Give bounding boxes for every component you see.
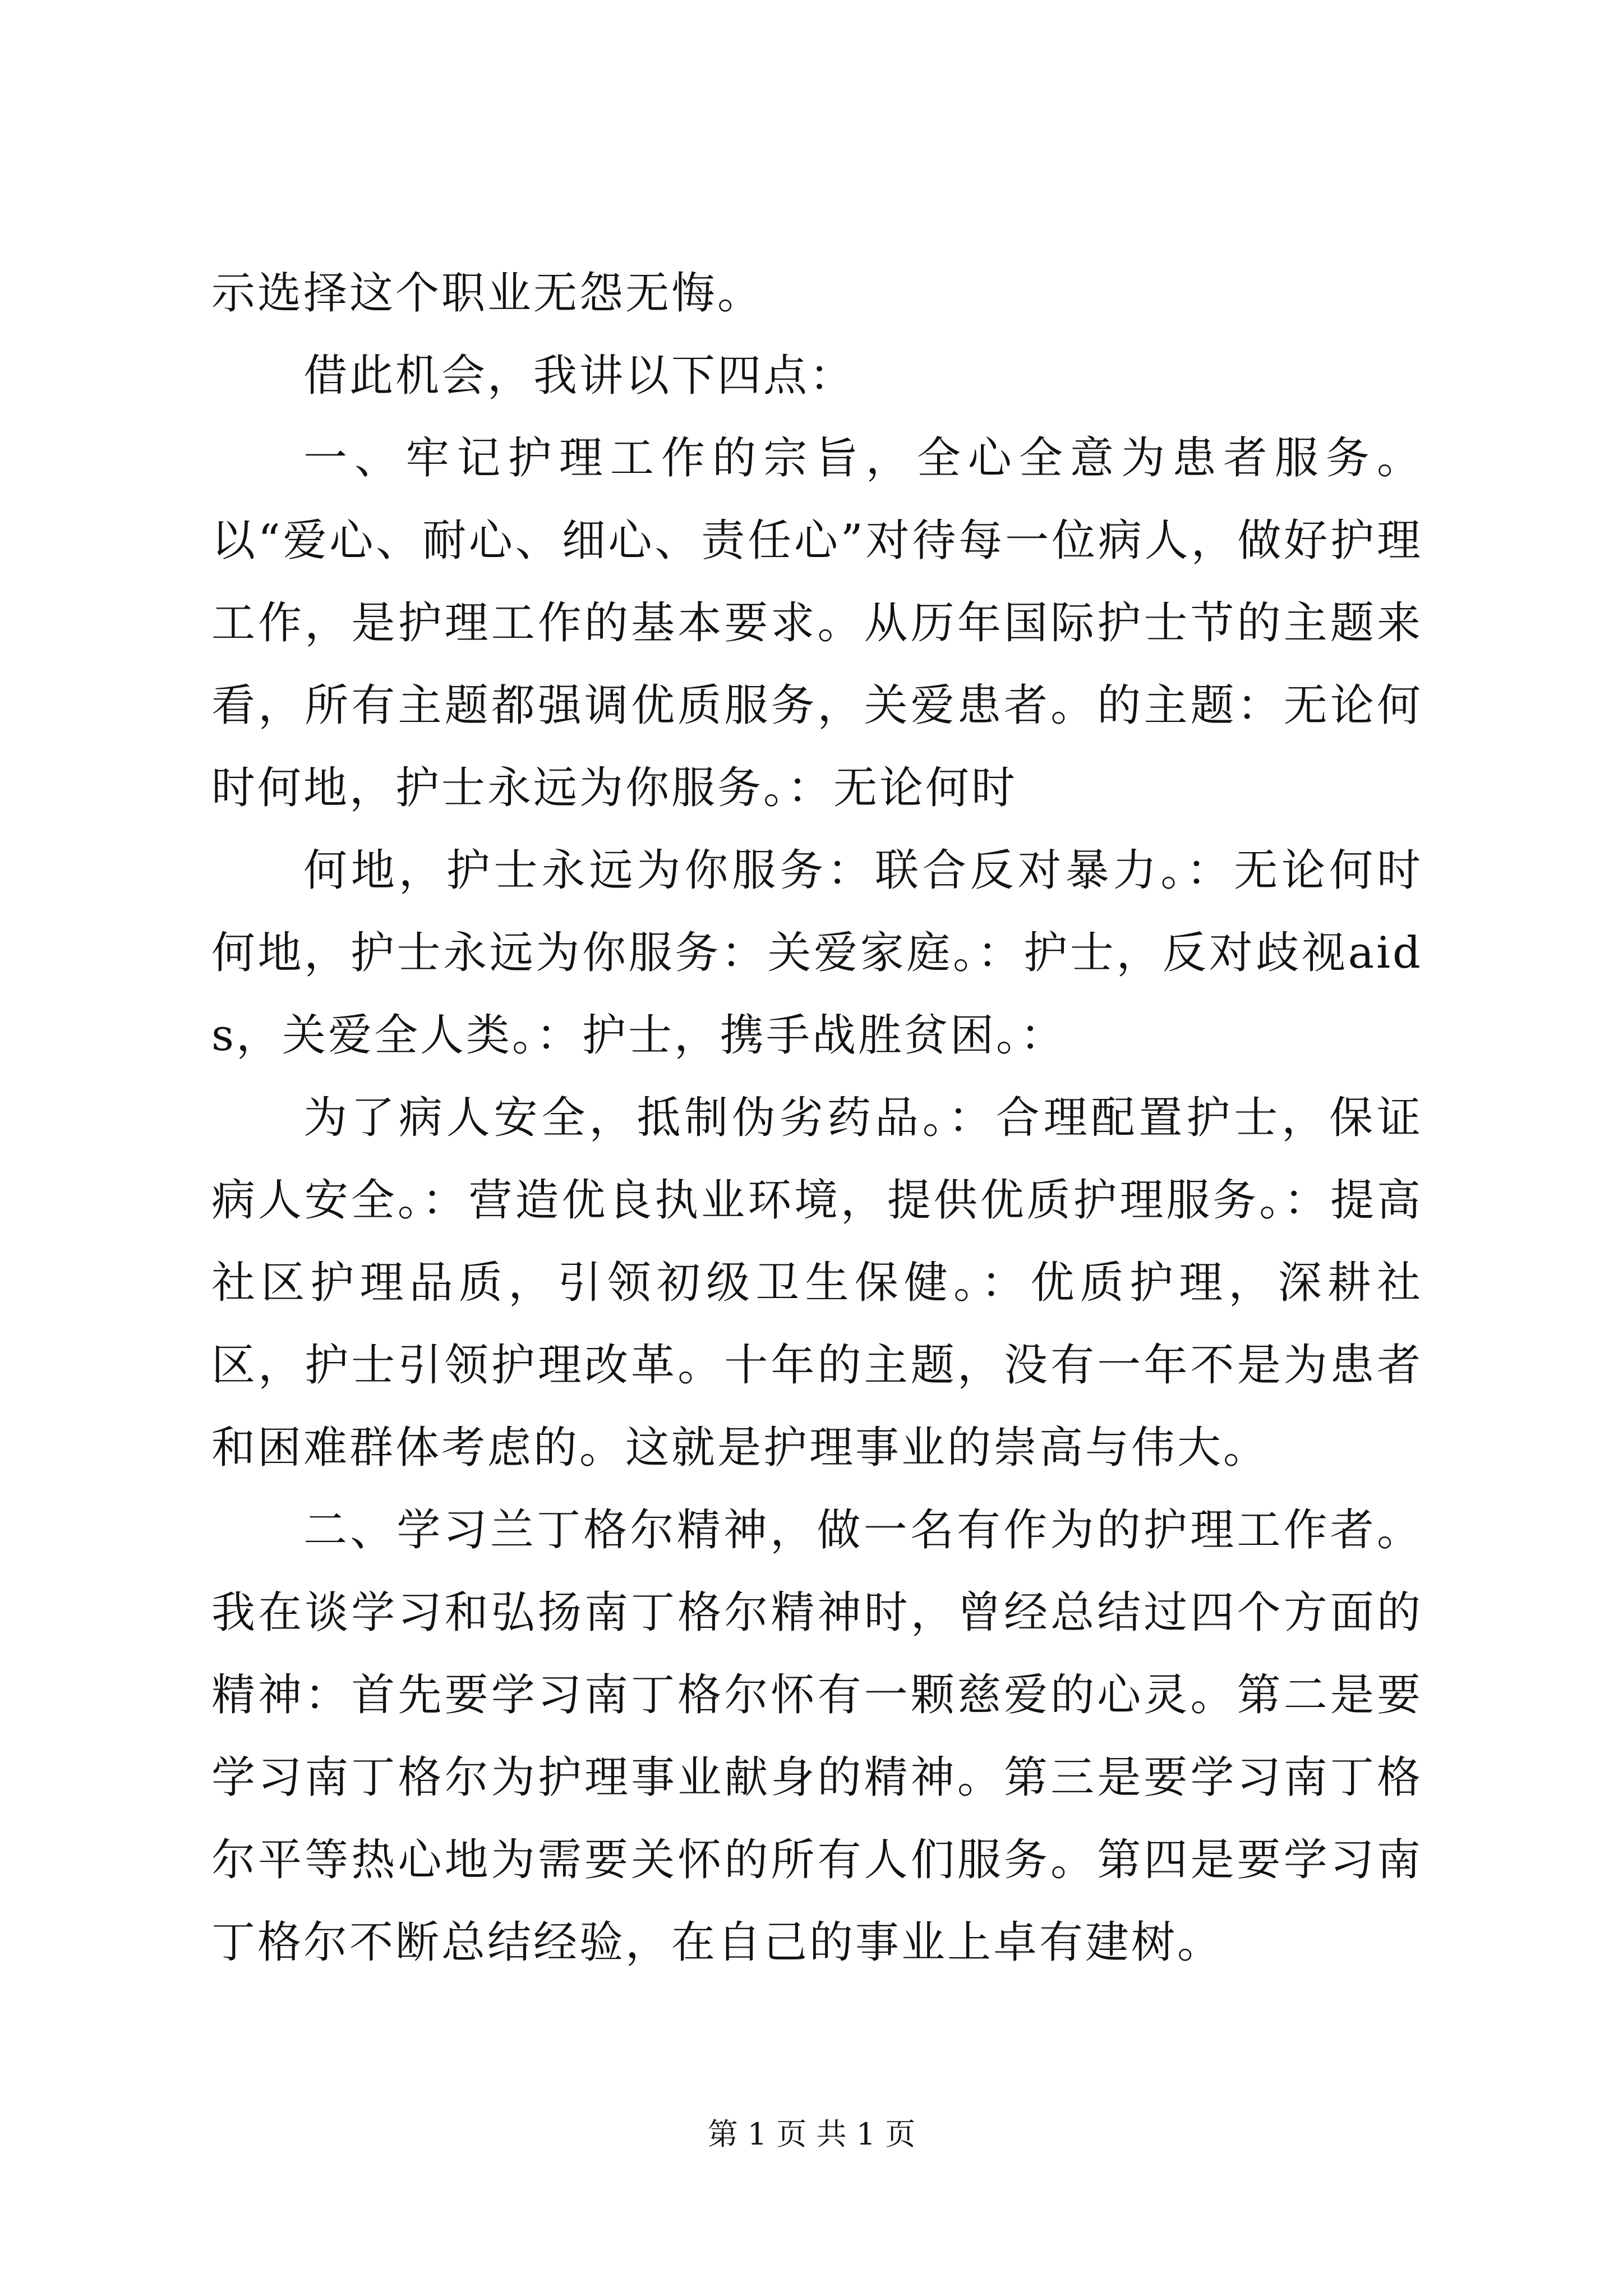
paragraph-themes-list: 为了病人安全，抵制伪劣药品。：合理配置护士，保证病人安全。：营造优良执业环境，提供优质护理服务。：提高社区护理品质，引领初级卫生保健。：优质护理，深耕社区，护士引领护理改革。十年的主题，没有一年不是为患者和困难群体考虑的。这就是护理事业的崇高与伟大。 <box>211 1093 1423 1473</box>
page-footer: 第 1 页 共 1 页 <box>707 2116 916 2152</box>
paragraph-intro: 借此机会，我讲以下四点： <box>303 351 856 401</box>
paragraph-point-two: 二、学习兰丁格尔精神，做一名有作为的护理工作者。我在谈学习和弘扬南丁格尔精神时，曾经总结过四个方面的精神：首先要学习南丁格尔怀有一颗慈爱的心灵。第二是要学习南丁格尔为护理事业献身的精神。第三是要学习南丁格尔平等热心地为需要关怀的所有人们服务。第四是要学习南丁格尔不断总结经验，在自己的事业上卓有建树。 <box>211 1505 1423 1968</box>
paragraph-themes-continued: 何地，护士永远为你服务：联合反对暴力。：无论何时何地，护士永远为你服务：关爱家庭。：护士，反对歧视aids，关爱全人类。：护士，携手战胜贫困。： <box>211 845 1423 1061</box>
paragraph-continuation: 示选择这个职业无怨无悔。 <box>211 268 764 319</box>
paragraph-point-one: 一、牢记护理工作的宗旨，全心全意为患者服务。以“爱心、耐心、细心、责任心”对待每一位病人，做好护理工作，是护理工作的基本要求。从历年国际护士节的主题来看，所有主题都强调优质服务，关爱患者。的主题：无论何时何地，护士永远为你服务。：无论何时 <box>211 433 1423 813</box>
document-body <box>211 252 1423 1984</box>
